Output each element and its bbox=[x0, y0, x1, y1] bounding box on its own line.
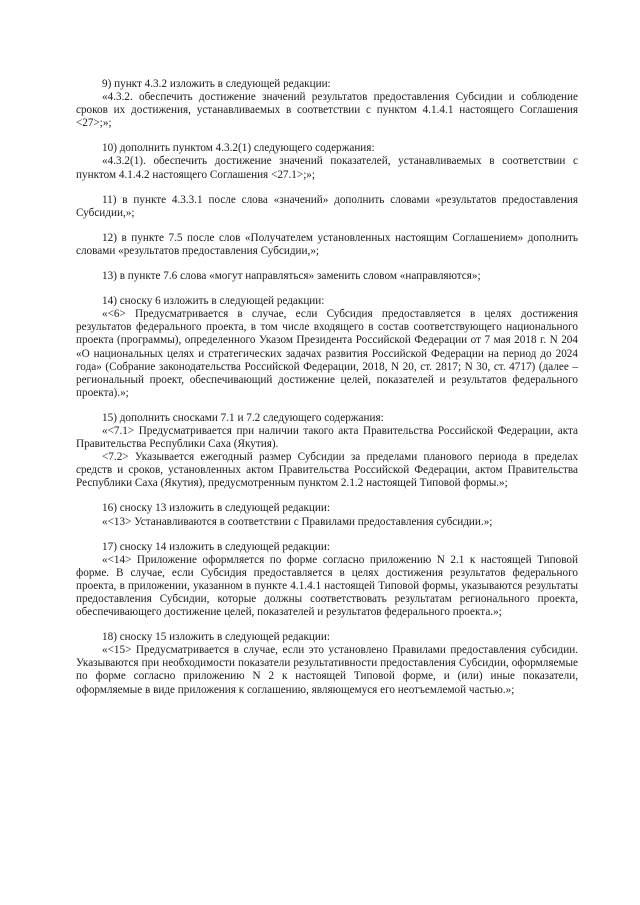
amendment-item-18 bbox=[76, 631, 578, 696]
amendment-item-14 bbox=[76, 295, 578, 400]
amendment-item-10 bbox=[76, 142, 578, 181]
paragraph: «<6> Предусматривается в случае, если Субсидия предоставляется в целях достижения результатов федерального проекта, в том числе входящего в состав соответствующего национального проекта (программы), определенного Указом Президента Российской Федерации от 7 мая 2018 г. N 204 «О национальных целях и стратегических задачах развития Российской Федерации на период до 2024 года» (Собрание законодательства Российской Федерации, 2018, N 20, ст. 2817; N 30, ст. 4717) (далее – региональный проект, обеспечивающий достижение целей, показателей и результатов федерального проекта).»; bbox=[76, 308, 578, 399]
amendment-item-12 bbox=[76, 232, 578, 258]
paragraph: 9) пункт 4.3.2 изложить в следующей редакции: bbox=[102, 78, 331, 90]
paragraph: 10) дополнить пунктом 4.3.2(1) следующего содержания: bbox=[102, 142, 375, 155]
amendment-item-13 bbox=[76, 270, 578, 283]
amendment-item-11 bbox=[76, 194, 578, 220]
paragraph: 17) сноску 14 изложить в следующей редакции: bbox=[102, 540, 330, 553]
paragraph: 15) дополнить сносками 7.1 и 7.2 следующего содержания: bbox=[102, 411, 384, 424]
paragraph: «4.3.2. обеспечить достижение значений результатов предоставления Субсидии и соблюдение сроков их достижения, устанавливаемых в соответствии с пунктом 4.1.4.1 настоящего Соглашения <27>;»; bbox=[76, 91, 578, 130]
amendment-item-9 bbox=[76, 78, 578, 130]
paragraph: 12) в пункте 7.5 после слов «Получателем установленных настоящим Соглашением» дополнить словами «результатов предоставления Субсидии,»; bbox=[76, 231, 578, 257]
amendment-item-16 bbox=[76, 502, 578, 528]
paragraph: 13) в пункте 7.6 слова «могут направляться» заменить словом «направляются»; bbox=[102, 270, 481, 283]
paragraph: «<13> Устанавливаются в соответствии с Правилами предоставления субсидии.»; bbox=[102, 515, 493, 528]
paragraph: 16) сноску 13 изложить в следующей редакции: bbox=[102, 502, 330, 515]
paragraph: 14) сноску 6 изложить в следующей редакции: bbox=[102, 295, 325, 308]
paragraph: <7.2> Указывается ежегодный размер Субсидии за пределами планового периода в пределах средств и сроков, установленных актом Правительства Российской Федерации, актом Правительства Республики Саха (Якутия), предусмотренным пунктом 2.1.2 настоящей Типовой формы.»; bbox=[76, 451, 578, 490]
paragraph: «<14> Приложение оформляется по форме согласно приложению N 2.1 к настоящей Типовой форме. В случае, если Субсидия предоставляется в целях достижения результатов федерального проекта, в приложении, указанном в пункте 4.1.4.1 настоящей Типовой формы, указываются результаты предоставления Субсидии, которые должны соответствовать результатам регионального проекта, обеспечивающего достижение целей, показателей и результатов федерального проекта.»; bbox=[76, 553, 578, 619]
paragraph: «<15> Предусматривается в случае, если это установлено Правилами предоставления субсидии. Указываются при необходимости показатели результативности предоставления Субсидии, оформляемые по форме согласно приложению N 2 к настоящей Типовой форме, и (или) иные показатели, оформляемые в виде приложения к соглашению, являющемуся его неотъемлемой частью.»; bbox=[76, 644, 578, 696]
paragraph: «<7.1> Предусматривается при наличии такого акта Правительства Российской Федерации, акта Правительства Республики Саха (Якутия). bbox=[76, 424, 578, 451]
amendment-item-17 bbox=[76, 541, 578, 620]
paragraph: 11) в пункте 4.3.3.1 после слова «значений» дополнить словами «результатов предоставления Субсидии,»; bbox=[76, 193, 578, 219]
paragraph: 18) сноску 15 изложить в следующей редакции: bbox=[102, 631, 330, 644]
paragraph: «4.3.2(1). обеспечить достижение значений показателей, устанавливаемых в соответствии с пунктом 4.1.4.2 настоящего Соглашения <27.1>;»; bbox=[76, 155, 578, 181]
amendment-item-15 bbox=[76, 412, 578, 491]
